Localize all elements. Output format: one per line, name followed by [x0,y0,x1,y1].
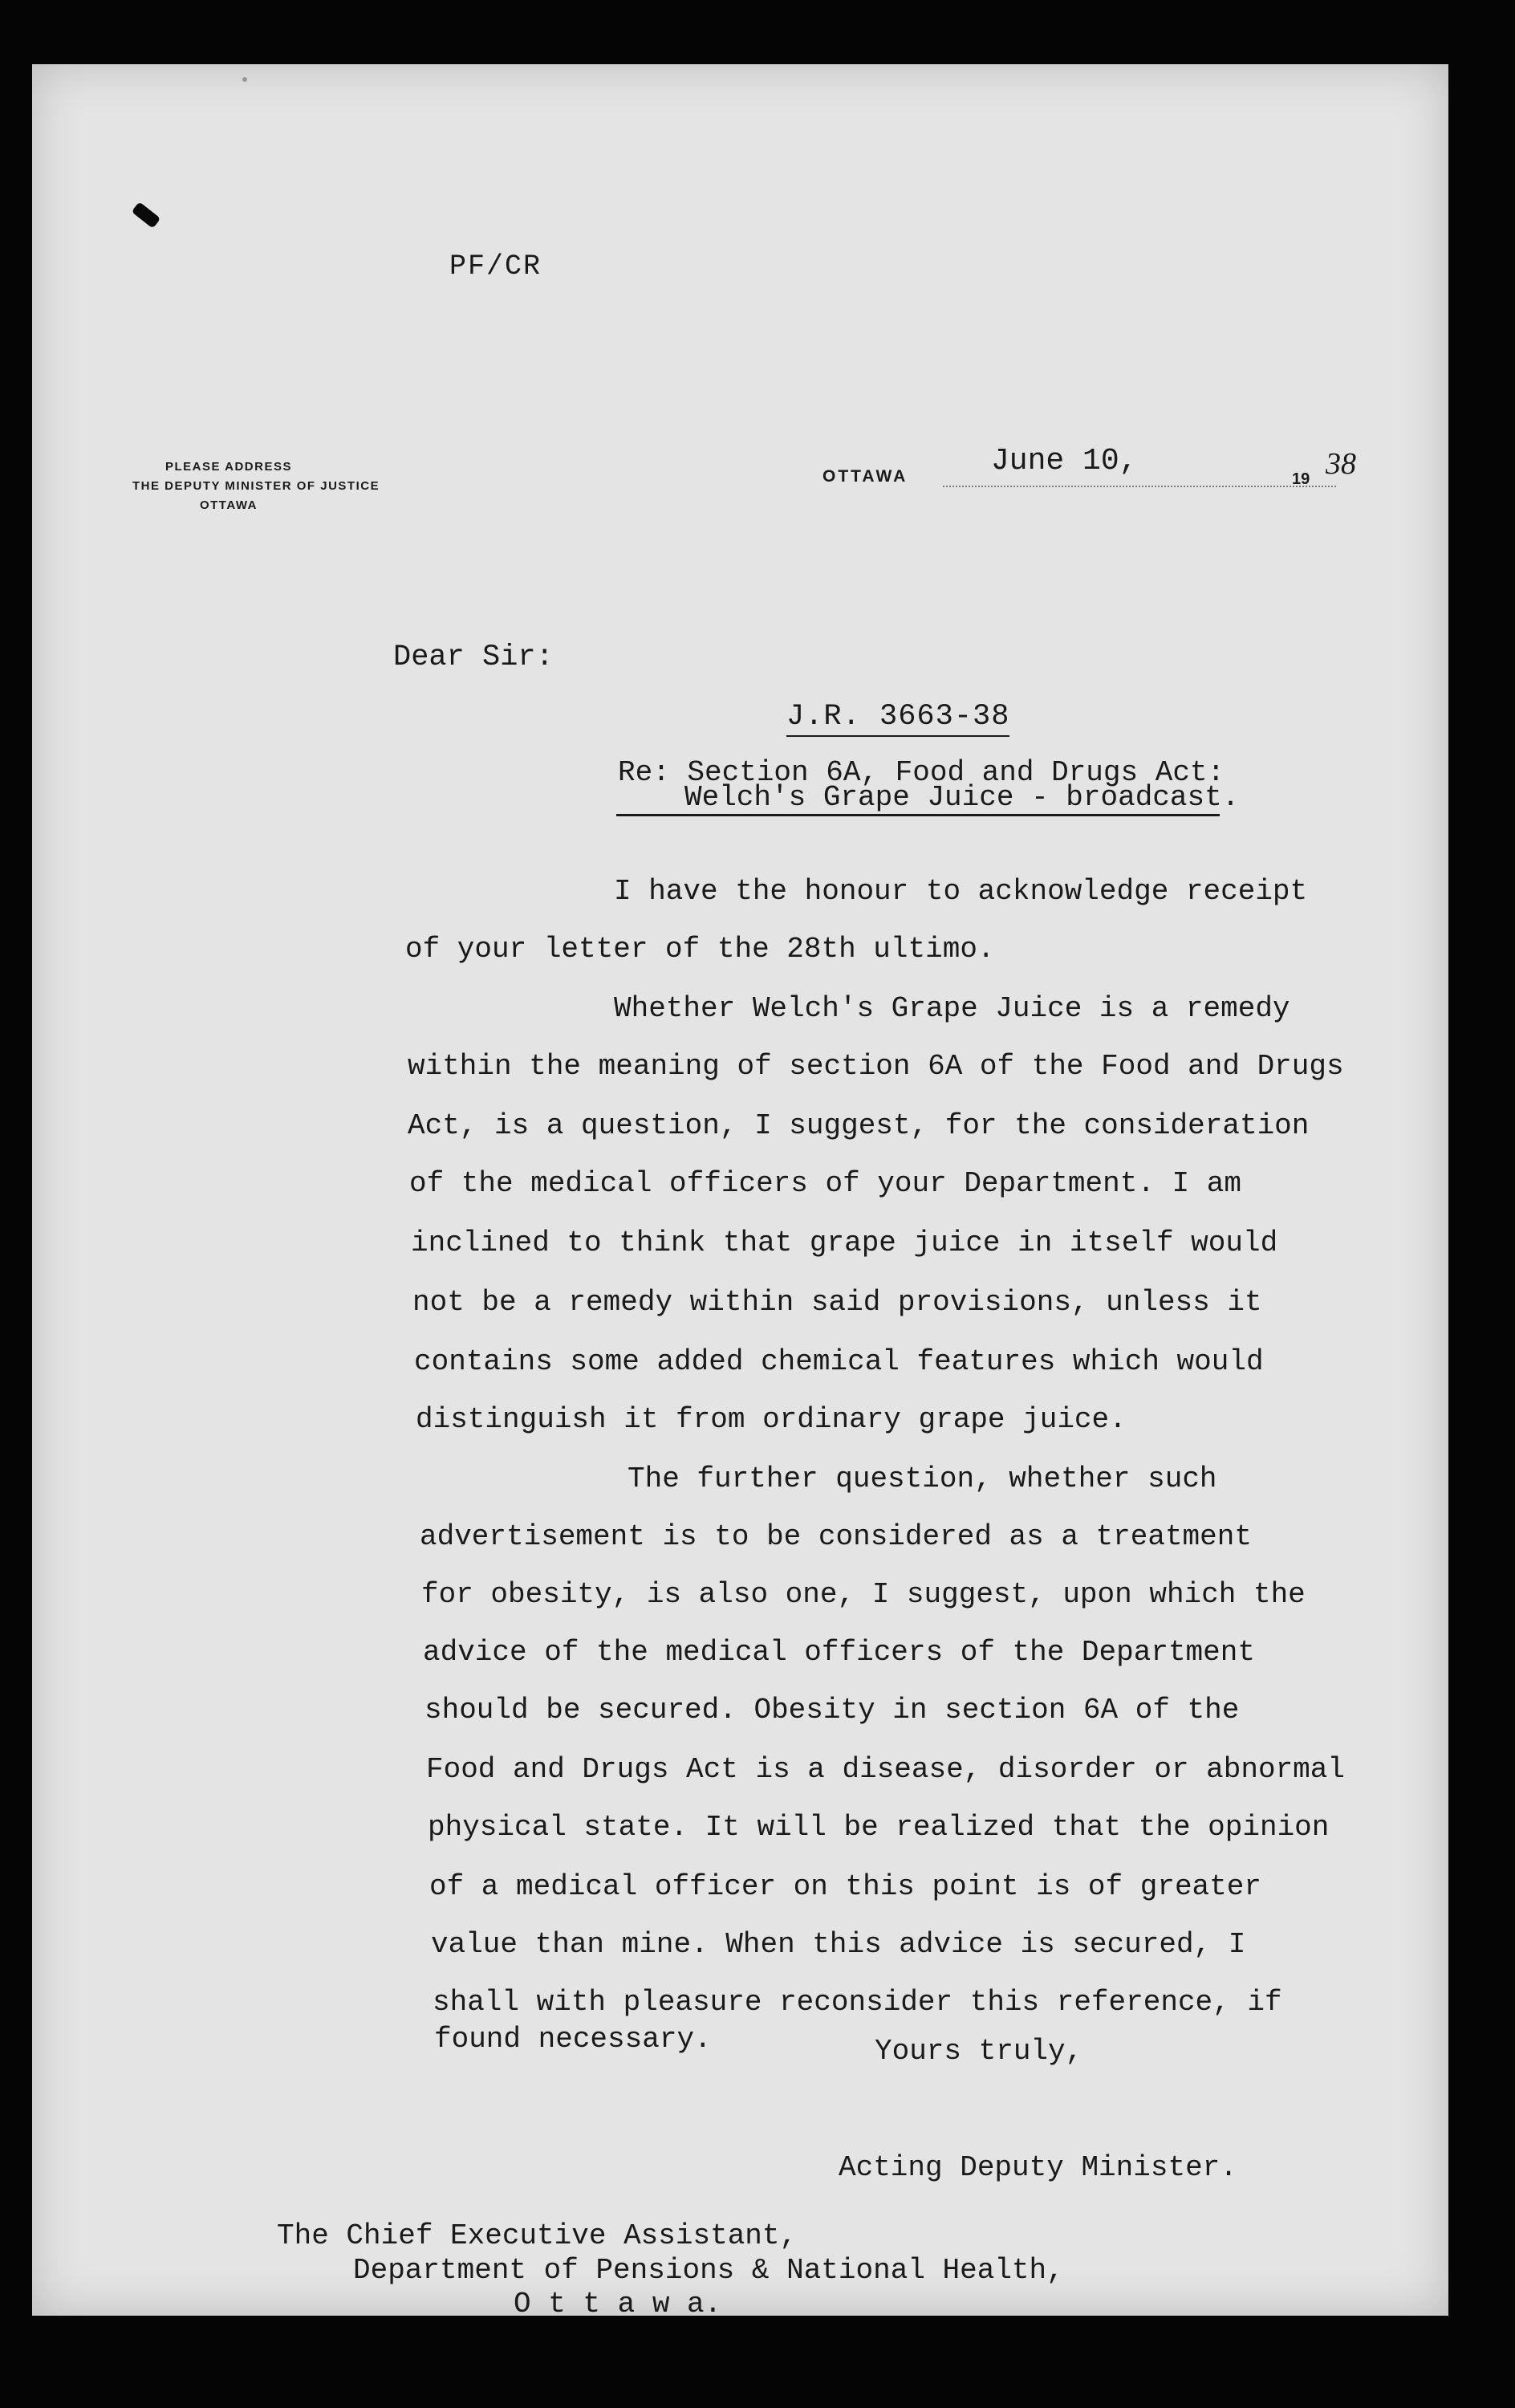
closing: Yours truly, [875,2035,1083,2068]
reference-code: PF/CR [449,250,542,283]
letter-date: June 10, [991,444,1138,478]
body-line: I have the honour to acknowledge receipt [614,875,1308,908]
body-line: The further question, whether such [628,1462,1217,1495]
body-line: within the meaning of section 6A of the Food and Drugs [408,1050,1344,1083]
subject-underline [616,814,1220,816]
letterhead-line: PLEASE ADDRESS [165,460,292,474]
letterhead-city: OTTAWA [822,467,908,486]
letterhead-line: THE DEPUTY MINISTER OF JUSTICE [132,479,380,493]
body-line: Whether Welch's Grape Juice is a remedy [614,992,1290,1025]
body-line: found necessary. [434,2023,712,2056]
body-line: of your letter of the 28th ultimo. [405,933,995,966]
film-speck [242,77,247,82]
body-line: of a medical officer on this point is of greater [429,1870,1261,1903]
subject-line: Welch's Grape Juice - broadcast. [684,781,1240,814]
body-line: advertisement is to be considered as a treatment [420,1520,1252,1553]
recipient-line: Department of Pensions & National Health, [353,2254,1064,2287]
body-line: advice of the medical officers of the Department [423,1636,1255,1669]
subject-line: Re: Section 6A, Food and Drugs Act: [618,756,1225,789]
letter-page [32,64,1448,2316]
letterhead-address [132,458,380,515]
signer-title: Acting Deputy Minister. [839,2151,1237,2184]
body-line: not be a remedy within said provisions, unless it [412,1286,1262,1319]
ink-mark [132,201,161,229]
file-number: J.R. 3663-38 [786,700,1009,737]
body-line: Act, is a question, I suggest, for the consideration [408,1109,1310,1142]
body-line: of the medical officers of your Department. I am [409,1167,1241,1200]
body-line: should be secured. Obesity in section 6A of the [424,1694,1240,1727]
year-suffix: 38 [1326,447,1356,481]
body-line: distinguish it from ordinary grape juice. [416,1403,1127,1436]
body-line: shall with pleasure reconsider this reference, if [433,1986,1282,2019]
recipient-line: O t t a w a. [514,2288,722,2316]
date-dotted-line [943,486,1336,487]
recipient-line: The Chief Executive Assistant, [277,2219,798,2252]
year-prefix: 19 [1292,470,1310,488]
body-line: contains some added chemical features which would [414,1345,1264,1378]
salutation: Dear Sir: [393,641,554,674]
body-line: physical state. It will be realized that the opinion [428,1811,1330,1844]
body-line: for obesity, is also one, I suggest, upon which the [421,1578,1306,1611]
body-line: value than mine. When this advice is secured, I [431,1928,1246,1961]
letterhead-line: OTTAWA [199,498,258,512]
body-line: Food and Drugs Act is a disease, disorder or abnormal [426,1753,1345,1786]
body-line: inclined to think that grape juice in itself would [411,1226,1278,1259]
